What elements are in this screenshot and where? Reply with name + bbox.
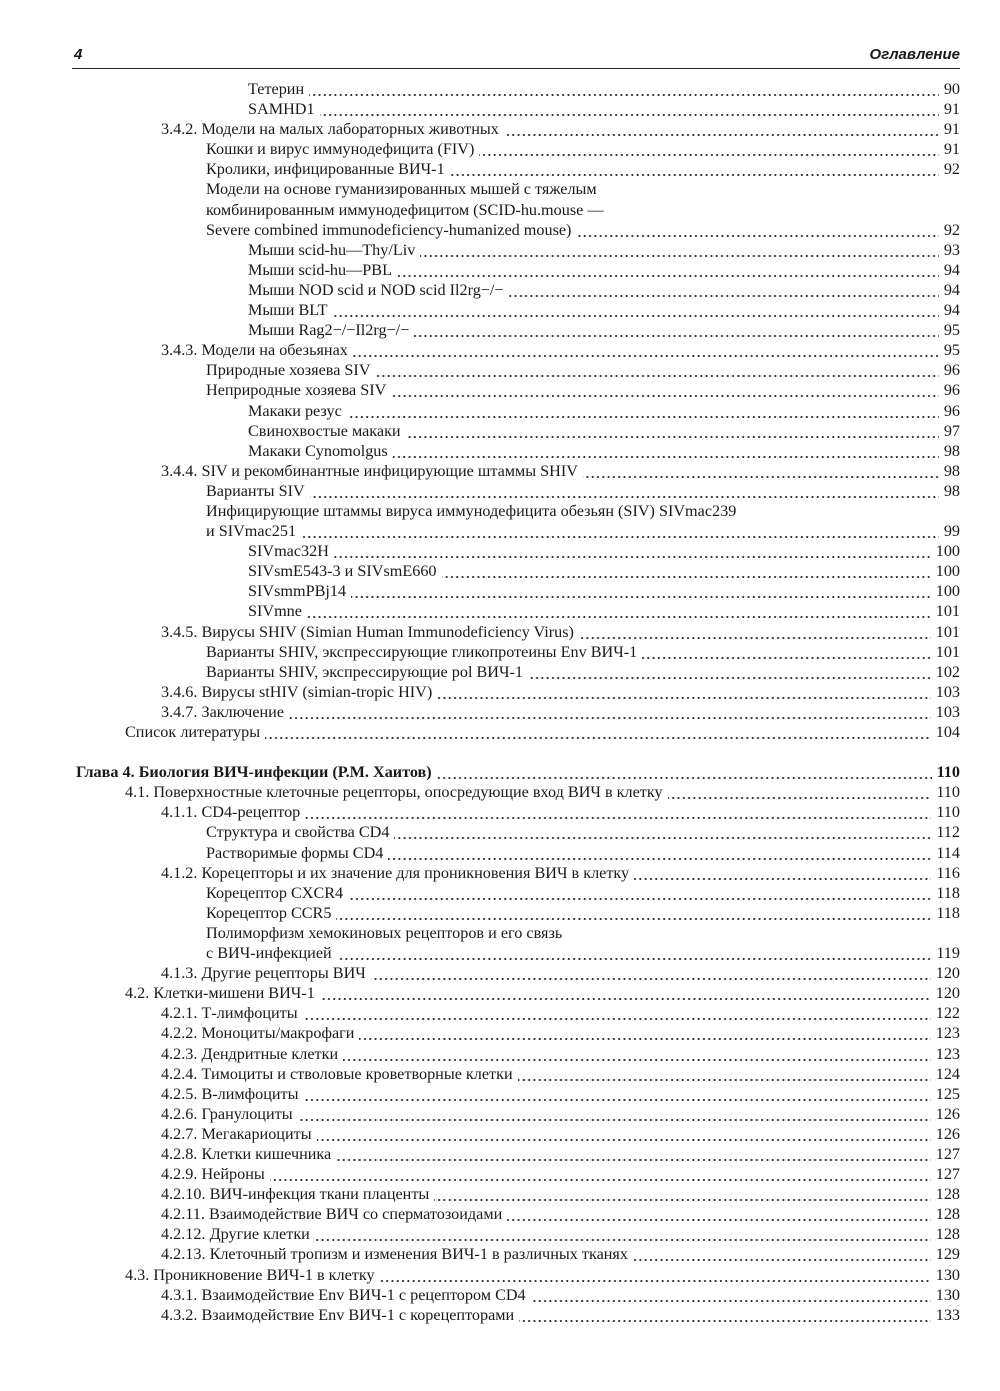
toc-entry-number: 4.1.2. — [161, 863, 202, 882]
toc-entry-title: Другие рецепторы ВИЧ — [201, 964, 366, 983]
toc-entry-text — [206, 521, 301, 541]
toc-entry — [248, 300, 960, 320]
toc-entry-text — [161, 1144, 336, 1164]
toc-entry-page: 123 — [931, 1044, 960, 1064]
toc-entry-title: Модели на основе гуманизированных мышей с тяжелым — [206, 180, 597, 199]
toc-entry — [206, 179, 960, 199]
toc-entry — [206, 360, 960, 380]
toc-entry-text — [206, 159, 450, 179]
toc-entry — [161, 702, 960, 722]
toc-entry-title: Модели на обезьянах — [201, 341, 348, 360]
toc-entry-text — [161, 1104, 298, 1124]
toc-entry-page: 94 — [939, 300, 960, 320]
toc-entry-page: 96 — [939, 360, 960, 380]
toc-entry-title: Т-лимфоциты — [201, 1004, 298, 1023]
toc-entry-title: ВИЧ-инфекция ткани плаценты — [209, 1185, 430, 1204]
toc-entry-text — [161, 702, 289, 722]
toc-entry-number: 4.2.4. — [161, 1064, 202, 1083]
toc-entry — [161, 1244, 960, 1264]
toc-entry — [206, 843, 960, 863]
toc-entry-text — [248, 99, 320, 119]
toc-entry-page: 130 — [931, 1285, 960, 1305]
toc-entry-title: Мыши scid-hu—PBL — [248, 260, 392, 279]
toc-entry-title: Мыши scid-hu—Thy/Liv — [248, 240, 416, 259]
toc-entry — [206, 220, 960, 240]
toc-entry — [161, 1124, 960, 1144]
toc-entry-title: SIVsmE543-3 и SIVsmE660 — [248, 562, 437, 581]
toc-entry-text — [161, 1084, 304, 1104]
toc-entry — [161, 1204, 960, 1224]
toc-entry-title: Природные хозяева SIV — [206, 361, 371, 380]
toc-entry — [206, 501, 960, 521]
toc-entry — [161, 863, 960, 883]
running-title: Оглавление — [869, 46, 960, 63]
toc-entry-page: 100 — [931, 561, 960, 581]
toc-entry-title: Вирусы SHIV (Simian Human Immunodeficiency Virus) — [201, 622, 574, 641]
toc-entry-number: 4.3.1. — [161, 1285, 202, 1304]
toc-entry — [248, 561, 960, 581]
toc-entry — [161, 963, 960, 983]
toc-entry-number: 4.2.11. — [161, 1205, 209, 1224]
toc-entry — [206, 943, 960, 963]
toc-entry-title: Варианты SIV — [206, 481, 305, 500]
toc-entry-page: 101 — [931, 642, 960, 662]
toc-entry — [161, 622, 960, 642]
toc-entry-page: 96 — [939, 401, 960, 421]
toc-entry-title: Корецептор CXCR4 — [206, 883, 344, 902]
toc-entry-page: 126 — [931, 1104, 960, 1124]
toc-entry — [206, 923, 960, 943]
toc-entry-number: 3.4.2. — [161, 120, 202, 139]
toc-entry — [206, 139, 960, 159]
toc-entry-page: 102 — [931, 662, 960, 682]
toc-entry-page: 97 — [939, 421, 960, 441]
toc-entry-text — [161, 461, 583, 481]
toc-entry-title: Поверхностные клеточные рецепторы, опосредующие вход ВИЧ в клетку — [153, 783, 663, 802]
toc-entry-page: 98 — [939, 461, 960, 481]
toc-entry-text — [76, 762, 437, 782]
toc-entry-number: 4.2.7. — [161, 1124, 202, 1143]
toc-entry-page: 133 — [931, 1305, 960, 1325]
toc-entry — [248, 441, 960, 461]
toc-entry-text — [161, 119, 504, 139]
toc-entry — [248, 240, 960, 260]
toc-entry-title: Растворимые формы CD4 — [206, 843, 384, 862]
toc-entry-number: 4.2. — [125, 984, 154, 1003]
toc-entry-text — [248, 541, 334, 561]
toc-entry-text — [248, 401, 347, 421]
toc-entry — [206, 903, 960, 923]
toc-entry-text — [206, 179, 602, 199]
toc-entry — [248, 320, 960, 340]
table-of-contents — [0, 79, 1000, 1325]
toc-entry-title: Другие клетки — [209, 1225, 310, 1244]
toc-entry-text — [248, 320, 414, 340]
toc-entry — [206, 200, 960, 220]
toc-entry-text — [161, 1204, 507, 1224]
toc-entry — [248, 401, 960, 421]
toc-entry-title: и SIVmac251 — [206, 522, 297, 541]
toc-entry — [161, 1003, 960, 1023]
toc-entry — [248, 260, 960, 280]
toc-entry-number: 4.2.6. — [161, 1104, 202, 1123]
toc-entry — [248, 99, 960, 119]
toc-entry-number: 4.2.3. — [161, 1044, 202, 1063]
toc-entry-text — [161, 863, 634, 883]
toc-entry — [248, 280, 960, 300]
toc-entry — [125, 983, 960, 1003]
toc-entry-text — [161, 622, 579, 642]
toc-entry-page: 126 — [931, 1124, 960, 1144]
toc-entry-title: В-лимфоциты — [201, 1084, 299, 1103]
toc-entry-text — [206, 903, 336, 923]
toc-entry-page: 101 — [931, 601, 960, 621]
toc-entry — [161, 461, 960, 481]
toc-entry-number: 3.4.6. — [161, 682, 202, 701]
toc-entry-text — [248, 561, 442, 581]
toc-entry-text — [206, 883, 348, 903]
toc-entry-number: 4.2.1. — [161, 1004, 202, 1023]
toc-entry-text — [248, 441, 393, 461]
toc-entry-text — [161, 1305, 519, 1325]
toc-entry-text — [161, 1044, 343, 1064]
toc-entry-page: 100 — [931, 541, 960, 561]
toc-entry-page: 130 — [931, 1265, 960, 1285]
toc-entry-title: Макаки резус — [248, 401, 342, 420]
toc-entry-number: 4.2.12. — [161, 1225, 210, 1244]
toc-entry-title: SIVmne — [248, 602, 302, 621]
toc-entry-title: Варианты SHIV, экспрессирующие гликопротеины Env ВИЧ-1 — [206, 642, 638, 661]
toc-entry-page: 112 — [931, 822, 960, 842]
toc-entry-page: 120 — [931, 963, 960, 983]
toc-entry-title: CD4-рецептор — [201, 803, 301, 822]
toc-entry-title: комбинированным иммунодефицитом (SCID-hu.mouse — — [206, 200, 604, 219]
toc-entry-page: 118 — [931, 903, 960, 923]
toc-entry-text — [248, 421, 406, 441]
toc-entry-title: Проникновение ВИЧ-1 в клетку — [153, 1265, 375, 1284]
toc-entry-number: 4.1.1. — [161, 803, 202, 822]
toc-entry-page: 123 — [931, 1023, 960, 1043]
toc-entry-title: Severe combined immunodeficiency-humanized mouse) — [206, 220, 572, 239]
toc-entry-text — [206, 380, 391, 400]
toc-entry-title: SIVmac32H — [248, 542, 329, 561]
toc-entry-title: SIV и рекомбинантные инфицирующие штаммы SHIV — [201, 461, 578, 480]
toc-entry-text — [206, 501, 741, 521]
toc-entry — [161, 1224, 960, 1244]
toc-entry-title: Неприродные хозяева SIV — [206, 381, 387, 400]
toc-entry-page: 91 — [939, 139, 960, 159]
toc-entry — [161, 119, 960, 139]
toc-entry — [161, 1044, 960, 1064]
toc-entry — [206, 642, 960, 662]
toc-entry-text — [206, 481, 310, 501]
toc-entry-page: 92 — [939, 159, 960, 179]
toc-entry-page: 118 — [931, 883, 960, 903]
toc-entry-text — [161, 1285, 531, 1305]
toc-entry-text — [248, 300, 333, 320]
toc-entry-text — [206, 360, 376, 380]
toc-entry-page: 110 — [931, 782, 960, 802]
toc-entry — [248, 541, 960, 561]
toc-entry-number: 3.4.5. — [161, 622, 202, 641]
toc-entry — [206, 662, 960, 682]
toc-entry-text — [161, 1124, 317, 1144]
toc-entry-text — [161, 963, 371, 983]
toc-entry — [206, 159, 960, 179]
toc-entry-title: Вирусы stHIV (simian-tropic HIV) — [201, 682, 433, 701]
toc-entry-page: 99 — [939, 521, 960, 541]
toc-entry-text — [125, 983, 320, 1003]
toc-entry-text — [161, 1244, 633, 1264]
toc-entry-number: 3.4.4. — [161, 461, 202, 480]
toc-entry-text — [161, 1164, 270, 1184]
toc-entry-page: 103 — [931, 682, 960, 702]
toc-entry-text — [125, 782, 668, 802]
page-number: 4 — [74, 46, 83, 63]
toc-entry-text — [206, 943, 337, 963]
toc-entry-title: SIVsmmPBj14 — [248, 582, 347, 601]
toc-entry — [161, 1164, 960, 1184]
toc-entry-page: 95 — [939, 340, 960, 360]
toc-entry-text — [161, 1184, 434, 1204]
toc-entry-page: 90 — [939, 79, 960, 99]
toc-entry — [76, 762, 960, 782]
toc-entry-text — [248, 240, 420, 260]
toc-entry-title: SAMHD1 — [248, 100, 315, 119]
toc-entry-title: Тимоциты и стволовые кроветворные клетки — [201, 1064, 513, 1083]
toc-entry-title: Взаимодействие Env ВИЧ-1 с рецептором CD4 — [201, 1285, 526, 1304]
toc-entry-title: Полиморфизм хемокиновых рецепторов и его связь — [206, 923, 563, 942]
toc-entry-title: Макаки Cynomolgus — [248, 441, 388, 460]
toc-entry-number: 4.1.3. — [161, 964, 202, 983]
toc-entry-page: 94 — [939, 280, 960, 300]
toc-entry-number: 3.4.7. — [161, 702, 202, 721]
toc-entry-page: 98 — [939, 441, 960, 461]
toc-entry-text — [248, 581, 351, 601]
toc-entry — [206, 883, 960, 903]
toc-entry — [161, 802, 960, 822]
toc-entry — [161, 340, 960, 360]
toc-entry-text — [248, 280, 509, 300]
toc-entry — [206, 521, 960, 541]
toc-entry-number: 4.2.5. — [161, 1084, 202, 1103]
toc-entry-page: 110 — [931, 802, 960, 822]
toc-entry-text — [161, 1003, 303, 1023]
toc-entry-page: 101 — [931, 622, 960, 642]
toc-entry-text — [248, 260, 397, 280]
toc-entry-text — [161, 682, 437, 702]
toc-entry-title: Глава 4. Биология ВИЧ-инфекции (Р.М. Хаитов) — [76, 763, 432, 782]
toc-entry-title: Клеточный тропизм и изменения ВИЧ-1 в различных тканях — [209, 1245, 628, 1264]
toc-entry-page: 122 — [931, 1003, 960, 1023]
toc-entry-title: Мыши NOD scid и NOD scid Il2rg−/− — [248, 280, 504, 299]
toc-entry-text — [125, 1265, 380, 1285]
toc-entry-number: 4.3. — [125, 1265, 154, 1284]
toc-entry-title: Мегакариоциты — [201, 1124, 312, 1143]
toc-entry-title: Тетерин — [248, 80, 305, 98]
toc-entry — [248, 421, 960, 441]
toc-entry-title: Моноциты/макрофаги — [201, 1024, 355, 1043]
toc-spacer — [0, 742, 960, 762]
toc-entry — [161, 1144, 960, 1164]
toc-entry-title: Взаимодействие ВИЧ со сперматозоидами — [208, 1205, 503, 1224]
toc-entry-text — [206, 662, 528, 682]
toc-entry-title: Корецептор CCR5 — [206, 903, 332, 922]
toc-entry — [248, 601, 960, 621]
toc-entry-page: 128 — [931, 1224, 960, 1244]
toc-entry-text — [161, 802, 305, 822]
toc-entry-page: 114 — [931, 843, 960, 863]
toc-entry — [125, 722, 960, 742]
toc-entry-page: 95 — [939, 320, 960, 340]
toc-entry-text — [206, 220, 576, 240]
toc-entry-number: 4.1. — [125, 783, 154, 802]
toc-entry — [248, 79, 960, 99]
toc-entry — [161, 1084, 960, 1104]
toc-entry-title: Варианты SHIV, экспрессирующие pol ВИЧ-1 — [206, 662, 523, 681]
toc-entry — [161, 1305, 960, 1325]
toc-entry-text — [206, 923, 567, 943]
toc-entry-title: Клетки-мишени ВИЧ-1 — [153, 984, 315, 1003]
toc-entry-number: 4.3.2. — [161, 1305, 202, 1324]
toc-entry-title: Мыши BLT — [248, 301, 328, 320]
toc-entry — [248, 581, 960, 601]
toc-entry — [161, 1023, 960, 1043]
toc-entry-text — [206, 642, 642, 662]
toc-entry-text — [161, 1224, 315, 1244]
toc-entry-title: Заключение — [201, 702, 285, 721]
toc-entry-page: 129 — [931, 1244, 960, 1264]
toc-entry-number: 4.2.10. — [161, 1185, 210, 1204]
toc-entry — [161, 682, 960, 702]
toc-entry — [161, 1064, 960, 1084]
toc-entry-page: 103 — [931, 702, 960, 722]
toc-entry-text — [161, 1023, 359, 1043]
toc-entry-page: 124 — [931, 1064, 960, 1084]
page-header — [72, 44, 960, 70]
toc-entry-title: Свинохвостые макаки — [248, 421, 401, 440]
toc-entry-title: Клетки кишечника — [201, 1144, 332, 1163]
toc-entry-title: Нейроны — [201, 1165, 265, 1184]
toc-entry-title: Список литературы — [125, 723, 261, 741]
toc-entry-page: 91 — [939, 99, 960, 119]
toc-entry-page: 104 — [931, 722, 960, 742]
toc-entry-page: 92 — [939, 220, 960, 240]
toc-entry-page: 119 — [931, 943, 960, 963]
toc-entry-text — [206, 822, 394, 842]
toc-entry-text — [206, 200, 609, 220]
toc-entry-title: Инфицирующие штаммы вируса иммунодефицита обезьян (SIV) SIVmac239 — [206, 501, 737, 520]
toc-entry — [125, 782, 960, 802]
toc-entry-text — [206, 139, 479, 159]
toc-entry-title: Кролики, инфицированные ВИЧ-1 — [206, 160, 445, 179]
toc-entry-title: Кошки и вирус иммунодефицита (FIV) — [206, 140, 475, 159]
toc-entry — [125, 1265, 960, 1285]
toc-entry — [206, 380, 960, 400]
toc-entry — [161, 1285, 960, 1305]
toc-entry-text — [161, 340, 353, 360]
toc-entry-page: 91 — [939, 119, 960, 139]
toc-entry-number: 3.4.3. — [161, 341, 202, 360]
toc-entry-page: 100 — [931, 581, 960, 601]
toc-entry-page: 96 — [939, 380, 960, 400]
header-rule — [72, 68, 960, 69]
toc-entry-page: 110 — [932, 762, 960, 782]
toc-entry-text — [161, 1064, 518, 1084]
toc-entry-page: 127 — [931, 1144, 960, 1164]
toc-entry-page: 128 — [931, 1204, 960, 1224]
toc-entry — [161, 1104, 960, 1124]
toc-entry-text — [125, 722, 265, 742]
toc-entry-title: Структура и свойства CD4 — [206, 823, 390, 842]
toc-entry-title: Мыши Rag2−/−Il2rg−/− — [248, 321, 410, 340]
toc-entry-page: 125 — [931, 1084, 960, 1104]
toc-entry-page: 128 — [931, 1184, 960, 1204]
toc-entry-number: 4.2.13. — [161, 1245, 210, 1264]
toc-entry — [206, 822, 960, 842]
toc-entry-number: 4.2.9. — [161, 1165, 202, 1184]
toc-entry — [206, 481, 960, 501]
toc-entry-title: с ВИЧ-инфекцией — [206, 944, 332, 963]
toc-entry-title: Корецепторы и их значение для проникновения ВИЧ в клетку — [201, 863, 630, 882]
toc-entry-page: 94 — [939, 260, 960, 280]
toc-entry — [161, 1184, 960, 1204]
toc-entry-text — [206, 843, 388, 863]
toc-entry-number: 4.2.8. — [161, 1144, 202, 1163]
toc-entry-title: Гранулоциты — [201, 1104, 293, 1123]
toc-entry-page: 120 — [931, 983, 960, 1003]
toc-entry-text — [248, 79, 309, 99]
toc-entry-text — [248, 601, 307, 621]
toc-entry-title: Модели на малых лабораторных животных — [201, 120, 499, 139]
toc-entry-title: Дендритные клетки — [201, 1044, 339, 1063]
toc-entry-title: Взаимодействие Env ВИЧ-1 с корецепторами — [201, 1305, 515, 1324]
toc-entry-page: 127 — [931, 1164, 960, 1184]
toc-entry-page: 93 — [939, 240, 960, 260]
toc-entry-page: 116 — [931, 863, 960, 883]
toc-entry-page: 98 — [939, 481, 960, 501]
toc-entry-number: 4.2.2. — [161, 1024, 202, 1043]
